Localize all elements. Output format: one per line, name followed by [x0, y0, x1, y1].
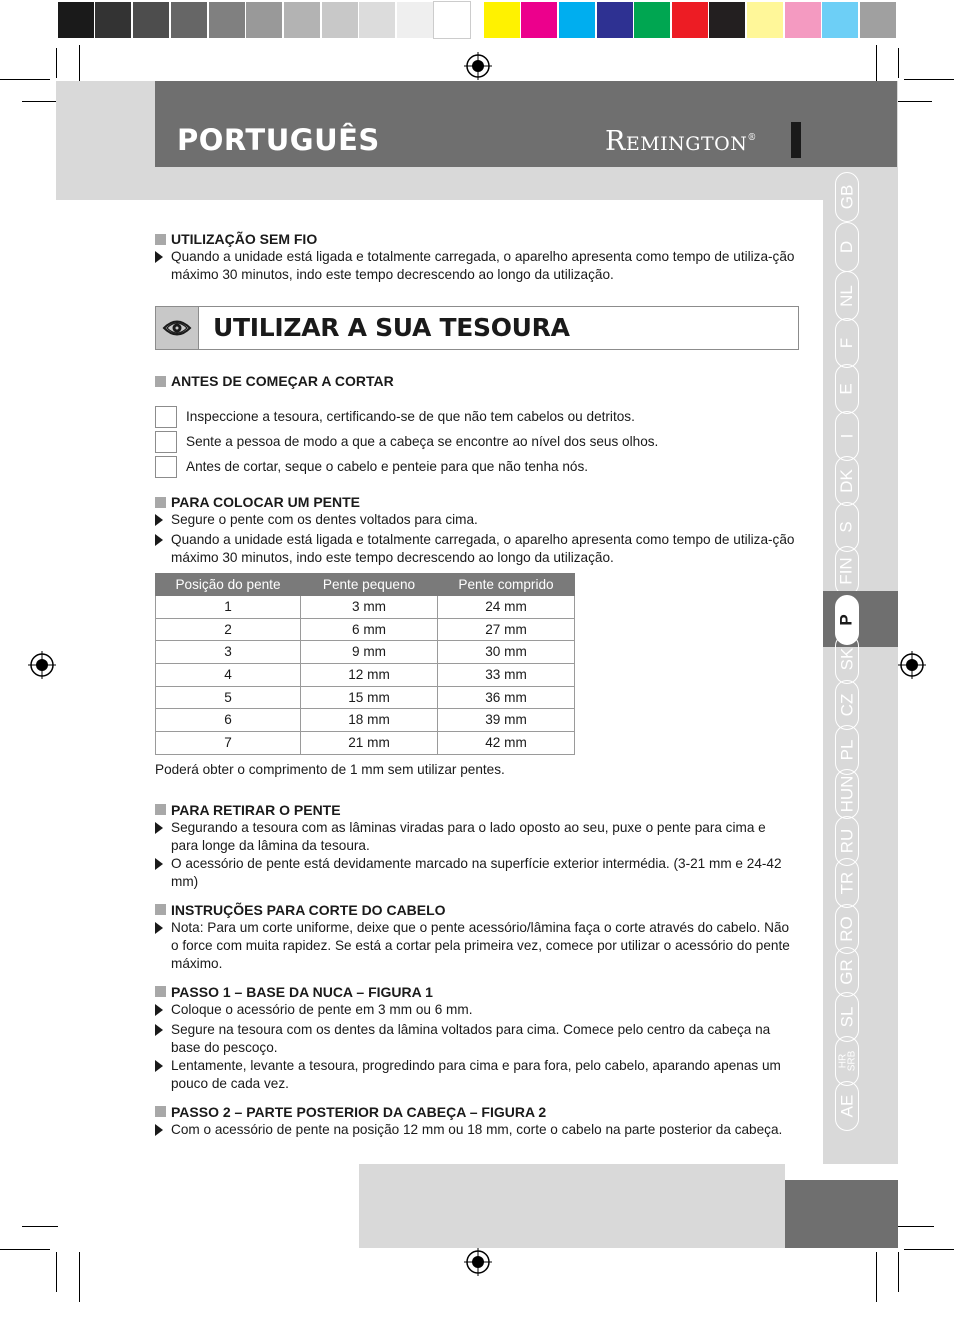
table-row [156, 664, 575, 687]
bullet-arrow-icon [155, 819, 171, 855]
checkbox[interactable] [155, 456, 177, 478]
crop-mark [898, 48, 899, 78]
crop-mark [876, 1252, 877, 1302]
list-item: Segure na tesoura com os dentes da lâmina voltados para cima. Comece pelo centro da cabeça na base do pescoço. [155, 1021, 795, 1057]
page-title: PORTUGUÊS [177, 123, 380, 157]
language-tab-label: RU [837, 828, 856, 854]
table-cell: 24 mm [438, 596, 575, 619]
crop-mark [22, 1226, 58, 1227]
language-tab-sk[interactable] [835, 634, 859, 684]
table-cell: 7 [156, 732, 301, 755]
list-item: Segurando a tesoura com as lâminas viradas para o lado oposto ao seu, puxe o pente para cima e para longe da lâmina da tesoura. [155, 819, 795, 855]
language-tab-nl[interactable] [835, 271, 859, 321]
table-row [156, 686, 575, 709]
table-cell: 6 mm [301, 618, 438, 641]
language-tab-cz[interactable] [835, 680, 859, 730]
chapter-title-box [155, 306, 799, 350]
language-tab-label: FIN [837, 557, 857, 585]
registration-mark-icon [464, 1248, 492, 1276]
color-swatch [434, 2, 470, 38]
language-tab-label: P [837, 614, 856, 626]
language-tab-f[interactable] [835, 318, 859, 368]
bullet-arrow-icon [155, 855, 171, 891]
color-swatch [322, 2, 358, 38]
crop-mark [22, 101, 58, 102]
language-tabs [823, 168, 898, 1164]
checklist-item: Inspeccione a tesoura, certificando-se de que não tem cabelos ou detritos. [155, 404, 795, 429]
crop-mark [0, 1249, 50, 1250]
table-cell: 3 [156, 641, 301, 664]
bottom-grey-band [359, 1164, 785, 1248]
section-heading: PARA RETIRAR O PENTE [155, 801, 795, 819]
crop-mark [904, 1249, 954, 1250]
crop-mark [56, 1252, 57, 1292]
list-item: Quando a unidade está ligada e totalmente carregada, o aparelho apresenta como tempo de utiliza-ção máximo 30 minutos, indo este tempo decrescendo ao longo da utilização. [155, 248, 795, 284]
language-tab-label: S [837, 521, 856, 533]
language-tab-hr-srb[interactable] [835, 1036, 859, 1086]
table-cell: 5 [156, 686, 301, 709]
language-tab-label: NL [836, 285, 856, 307]
crop-mark [898, 101, 932, 102]
table-cell: 30 mm [438, 641, 575, 664]
table-cell: 36 mm [438, 686, 575, 709]
language-tab-label: RO [837, 916, 856, 942]
language-tab-pl[interactable] [835, 725, 859, 775]
section-heading: PASSO 1 – BASE DA NUCA – FIGURA 1 [155, 983, 795, 1001]
section-heading: PARA COLOCAR UM PENTE [155, 493, 795, 511]
language-tab-gr[interactable] [835, 947, 859, 997]
table-cell: 15 mm [301, 686, 438, 709]
crop-mark [79, 45, 80, 85]
list-item: Nota: Para um corte uniforme, deixe que o pente acessório/lâmina faça o corte através do cabelo. Não o force com muita rapidez. Se está a cortar pela primeira vez, comece por utilizar o acessório do pente máximo. [155, 919, 795, 973]
crop-mark [876, 45, 877, 85]
language-tab-label: F [836, 337, 856, 349]
chapter-title: UTILIZAR A SUA TESOURA [213, 313, 570, 342]
language-tab-label: E [837, 383, 856, 395]
table-cell: 21 mm [301, 732, 438, 755]
color-swatch [133, 2, 169, 38]
main-content [155, 230, 795, 1151]
table-row [156, 641, 575, 664]
table-cell: 27 mm [438, 618, 575, 641]
color-swatch [95, 2, 131, 38]
language-tab-label: D [837, 240, 856, 254]
section-heading: INSTRUÇÕES PARA CORTE DO CABELO [155, 901, 795, 919]
crop-mark [56, 48, 57, 78]
brand-logo: Remington® [605, 126, 757, 157]
language-tab-label: HR SRB [837, 1050, 857, 1072]
checkbox[interactable] [155, 406, 177, 428]
comb-length-table [155, 573, 575, 755]
registration-mark-icon [28, 651, 56, 679]
list-item: Com o acessório de pente na posição 12 mm ou 18 mm, corte o cabelo na parte posterior da cabeça. [155, 1121, 795, 1141]
table-cell: 9 mm [301, 641, 438, 664]
section-heading: PASSO 2 – PARTE POSTERIOR DA CABEÇA – FIGURA 2 [155, 1103, 795, 1121]
language-tab-label: TR [837, 871, 857, 895]
color-swatch [171, 2, 207, 38]
language-tab-hun[interactable] [835, 769, 859, 819]
brand-logo-bar [791, 122, 801, 158]
table-row [156, 709, 575, 732]
color-swatch [634, 2, 670, 38]
color-swatch [672, 2, 708, 38]
registration-mark-icon [898, 651, 926, 679]
list-item: O acessório de pente está devidamente marcado na superfície exterior intermédia. (3-21 mm e 24-42 mm) [155, 855, 795, 891]
language-tab-dk[interactable] [835, 456, 859, 506]
language-tab-label: SL [836, 1006, 856, 1028]
checklist-item: Antes de cortar, seque o cabelo e penteie para que não tenha nós. [155, 454, 795, 479]
color-swatch [209, 2, 245, 38]
language-tab-i[interactable] [835, 411, 859, 461]
eye-icon [156, 307, 199, 349]
color-swatch [284, 2, 320, 38]
language-tab-gb[interactable] [835, 172, 859, 222]
language-tab-sl[interactable] [835, 992, 859, 1042]
language-tab-label: I [836, 433, 856, 439]
bullet-arrow-icon [155, 1057, 171, 1093]
table-header: Pente comprido [438, 574, 575, 596]
language-tab-label: SK [837, 647, 856, 671]
bullet-arrow-icon [155, 511, 171, 531]
table-cell: 2 [156, 618, 301, 641]
checklist-item: Sente a pessoa de modo a que a cabeça se encontre ao nível dos seus olhos. [155, 429, 795, 454]
list-item: Lentamente, levante a tesoura, progredindo para cima e para fora, pelo cabelo, aparando apenas um pouco de cada vez. [155, 1057, 795, 1093]
table-cell: 33 mm [438, 664, 575, 687]
checkbox[interactable] [155, 431, 177, 453]
language-tab-ae[interactable] [835, 1081, 859, 1131]
color-swatch [359, 2, 395, 38]
color-swatch [246, 2, 282, 38]
table-cell: 12 mm [301, 664, 438, 687]
color-swatch [559, 2, 595, 38]
color-swatch [597, 2, 633, 38]
table-cell: 1 [156, 596, 301, 619]
table-row [156, 596, 575, 619]
language-tab-label: AE [837, 1094, 856, 1118]
language-tab-fin[interactable] [835, 546, 859, 596]
registration-mark-icon [464, 52, 492, 80]
table-header: Pente pequeno [301, 574, 438, 596]
language-tab-label: PL [836, 739, 856, 761]
color-swatch [484, 2, 520, 38]
section-heading: ANTES DE COMEÇAR A CORTAR [155, 372, 795, 390]
crop-mark [898, 1252, 899, 1292]
list-item: Segure o pente com os dentes voltados para cima. [155, 511, 795, 531]
language-tab-e[interactable] [835, 364, 859, 414]
language-tab-d[interactable] [835, 222, 859, 272]
crop-mark [79, 1252, 80, 1302]
language-tab-label: GB [837, 184, 856, 210]
bullet-arrow-icon [155, 531, 171, 567]
table-cell: 6 [156, 709, 301, 732]
color-swatch [860, 2, 896, 38]
table-row [156, 618, 575, 641]
crop-mark [898, 1226, 934, 1227]
bullet-arrow-icon [155, 919, 171, 973]
bullet-arrow-icon [155, 1121, 171, 1141]
color-swatch [521, 2, 557, 38]
bullet-arrow-icon [155, 1021, 171, 1057]
table-note: Poderá obter o comprimento de 1 mm sem utilizar pentes. [155, 761, 505, 777]
color-swatch [747, 2, 783, 38]
language-tab-label: GR [837, 959, 856, 985]
list-item: Quando a unidade está ligada e totalmente carregada, o aparelho apresenta como tempo de utiliza-ção máximo 30 minutos, indo este tempo decrescendo ao longo da utilização. [155, 531, 795, 567]
table-cell: 3 mm [301, 596, 438, 619]
color-swatch [709, 2, 745, 38]
language-tab-tr[interactable] [835, 858, 859, 908]
table-cell: 18 mm [301, 709, 438, 732]
table-cell: 42 mm [438, 732, 575, 755]
bullet-arrow-icon [155, 248, 171, 284]
list-item: Coloque o acessório de pente em 3 mm ou 6 mm. [155, 1001, 795, 1021]
table-cell: 39 mm [438, 709, 575, 732]
table-row [156, 732, 575, 755]
color-swatch [58, 2, 94, 38]
bottom-dark-block [785, 1180, 898, 1248]
color-swatch [397, 2, 433, 38]
crop-mark [0, 79, 50, 80]
bullet-arrow-icon [155, 1001, 171, 1021]
table-cell: 4 [156, 664, 301, 687]
table-header: Posição do pente [156, 574, 301, 596]
crop-mark [904, 79, 954, 80]
language-tab-label: CZ [837, 693, 857, 717]
color-swatch [785, 2, 821, 38]
language-tab-label: HUN [837, 775, 856, 813]
section-heading: UTILIZAÇÃO SEM FIO [155, 230, 795, 248]
language-tab-s[interactable] [835, 502, 859, 552]
language-tab-label: DK [837, 469, 856, 493]
color-swatch [822, 2, 858, 38]
page-header [155, 81, 897, 167]
